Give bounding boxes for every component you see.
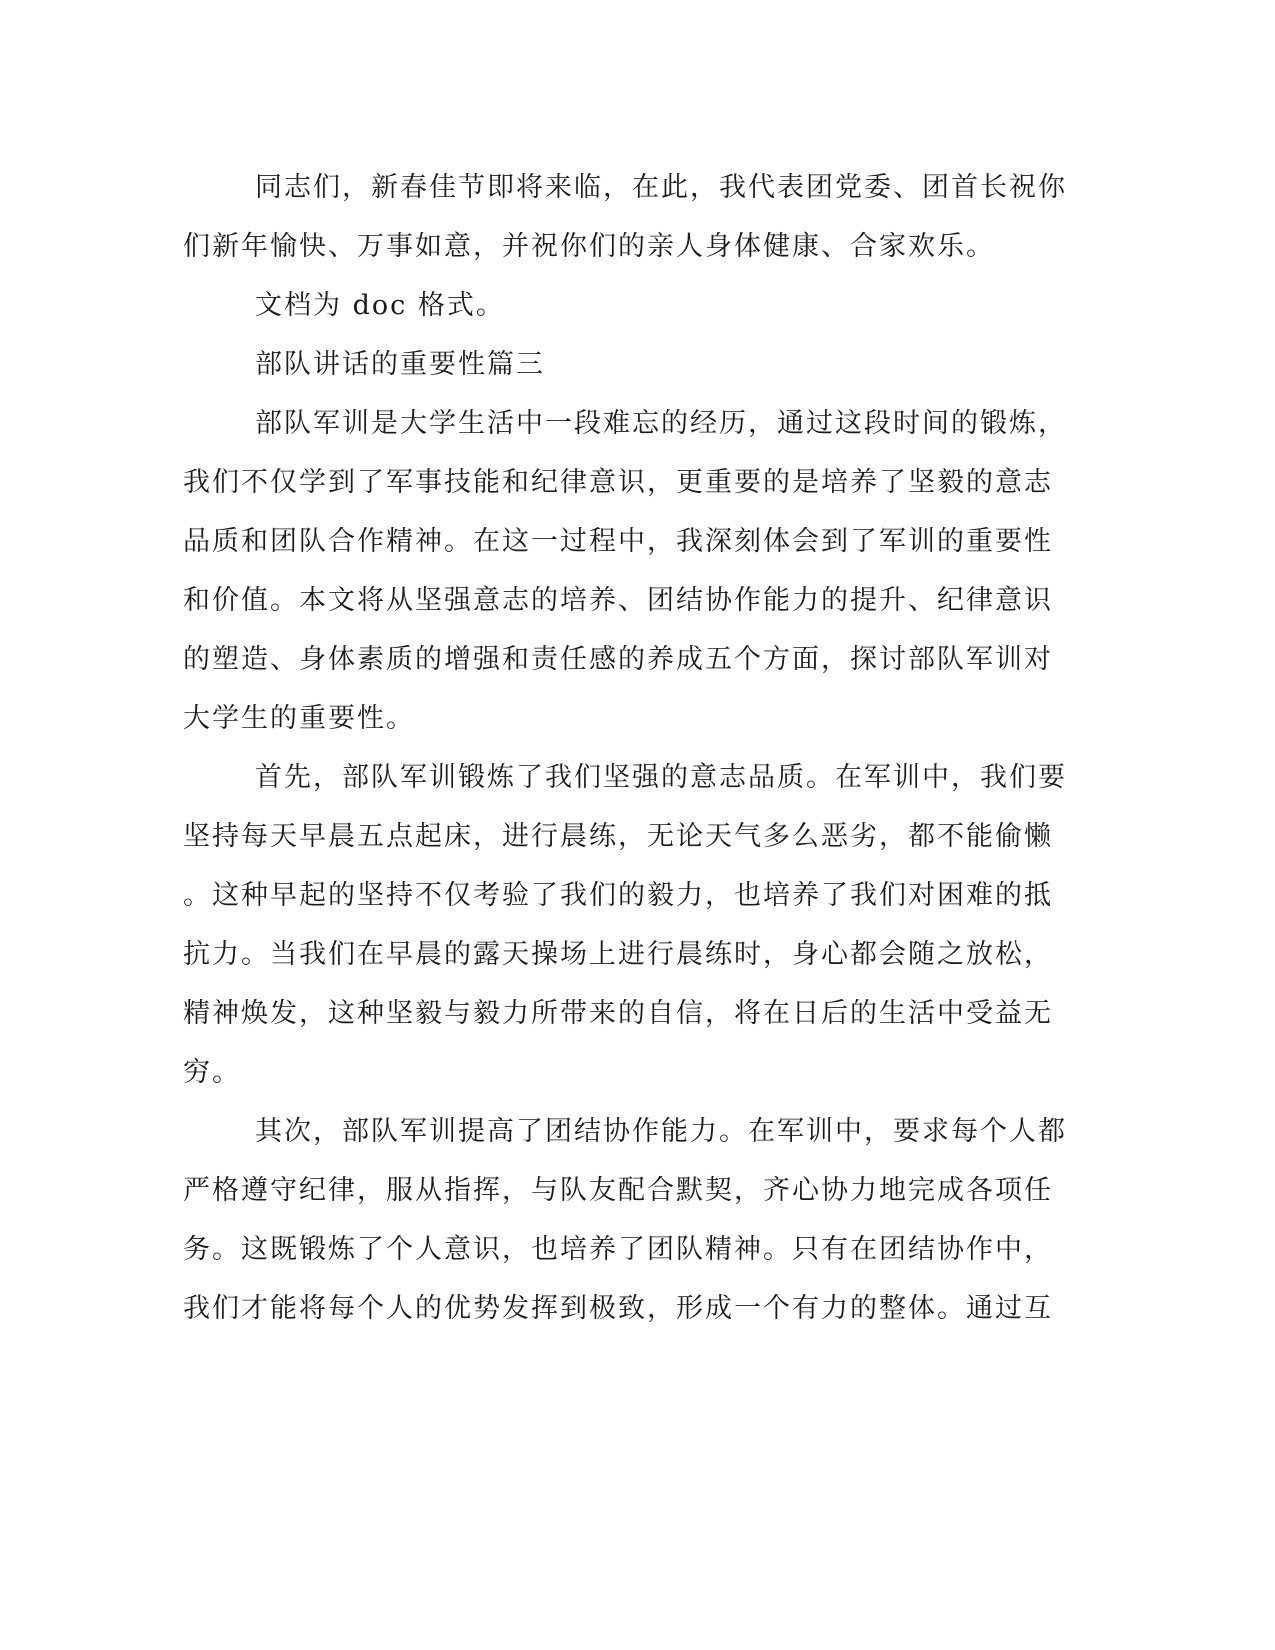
paragraph-line: 大学生的重要性。 xyxy=(183,703,415,734)
paragraph-line: 我们才能将每个人的优势发挥到极致，形成一个有力的整体。通过互 xyxy=(183,1293,1053,1324)
paragraph-line: 和价值。本文将从坚强意志的培养、团结协作能力的提升、纪律意识 xyxy=(183,585,1053,616)
paragraph-line: 们新年愉快、万事如意，并祝你们的亲人身体健康、合家欢乐。 xyxy=(183,231,995,262)
section-heading: 部队讲话的重要性篇三 xyxy=(255,349,545,380)
paragraph-line: 首先，部队军训锻炼了我们坚强的意志品质。在军训中，我们要 xyxy=(255,762,1067,793)
paragraph-line: 我们不仅学到了军事技能和纪律意识，更重要的是培养了坚毅的意志 xyxy=(183,467,1053,498)
paragraph-line: 其次，部队军训提高了团结协作能力。在军训中，要求每个人都 xyxy=(255,1116,1067,1147)
paragraph-line: 严格遵守纪律，服从指挥，与队友配合默契，齐心协力地完成各项任 xyxy=(183,1175,1053,1206)
paragraph-line: 务。这既锻炼了个人意识，也培养了团队精神。只有在团结协作中， xyxy=(183,1234,1053,1265)
paragraph-line: 。这种早起的坚持不仅考验了我们的毅力，也培养了我们对困难的抵 xyxy=(183,880,1053,911)
paragraph-line: 的塑造、身体素质的增强和责任感的养成五个方面，探讨部队军训对 xyxy=(183,644,1053,675)
document-body xyxy=(183,158,1067,1338)
paragraph-line: 坚持每天早晨五点起床，进行晨练，无论天气多么恶劣，都不能偷懒 xyxy=(183,821,1053,852)
paragraph-line: 文档为 doc 格式。 xyxy=(255,290,505,321)
paragraph-line: 抗力。当我们在早晨的露天操场上进行晨练时，身心都会随之放松， xyxy=(183,939,1053,970)
paragraph-line: 品质和团队合作精神。在这一过程中，我深刻体会到了军训的重要性 xyxy=(183,526,1053,557)
paragraph-line: 同志们，新春佳节即将来临，在此，我代表团党委、团首长祝你 xyxy=(255,172,1067,203)
paragraph-line: 精神焕发，这种坚毅与毅力所带来的自信，将在日后的生活中受益无 xyxy=(183,998,1053,1029)
paragraph-line: 部队军训是大学生活中一段难忘的经历，通过这段时间的锻炼， xyxy=(255,408,1067,439)
paragraph-line: 穷。 xyxy=(183,1057,241,1088)
